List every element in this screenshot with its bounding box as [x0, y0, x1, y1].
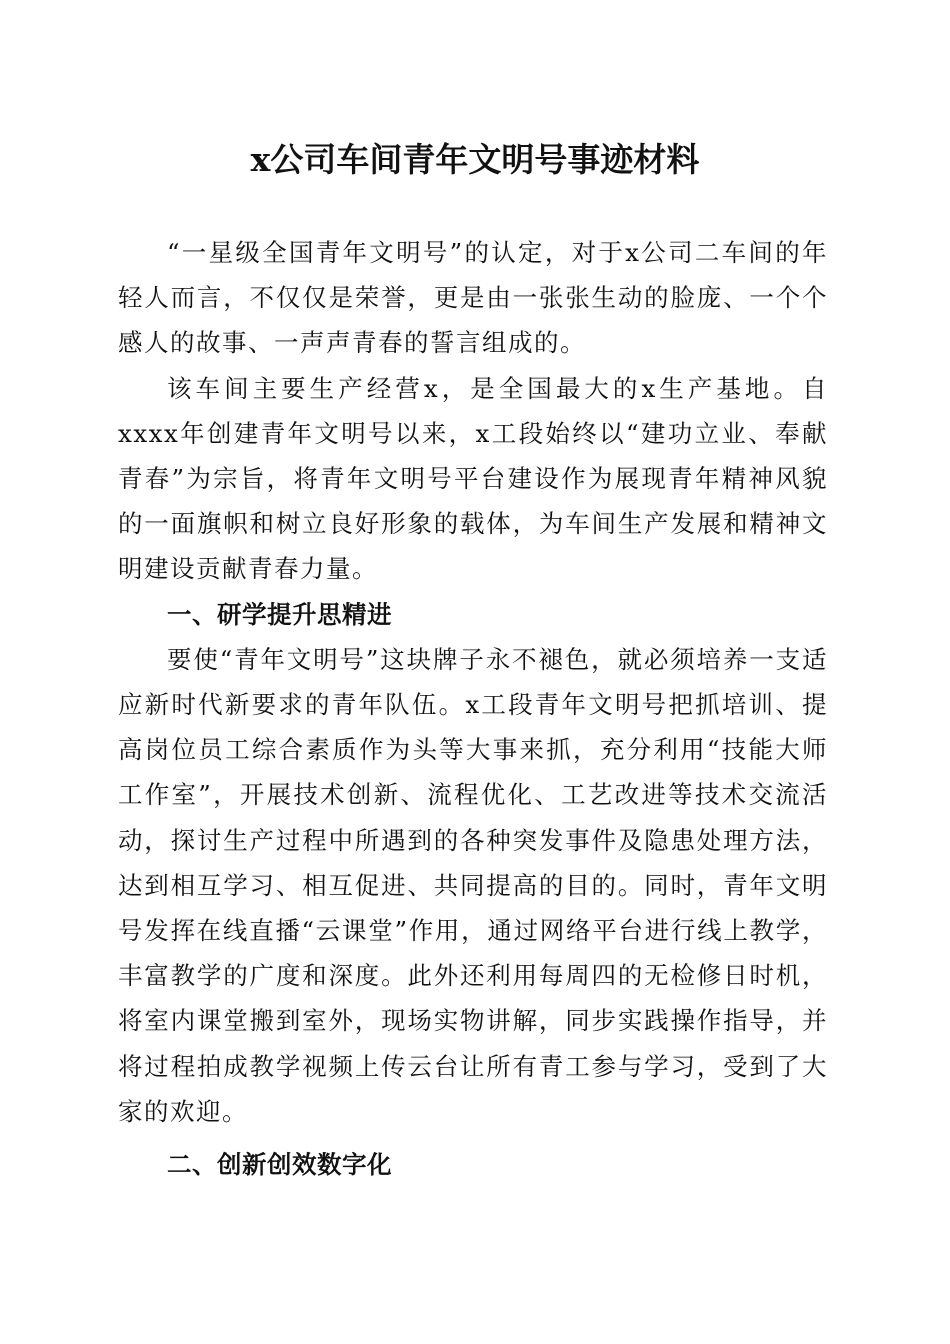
document-body: [118, 230, 828, 1187]
intro-paragraph-2: 该车间主要生产经营x，是全国最大的x生产基地。自xxxx年创建青年文明号以来，x工段始终以“建功立业、奉献青春”为宗旨，将青年文明号平台建设作为展现青年精神风貌的一面旗帜和树立良好形象的载体，为车间生产发展和精神文明建设贡献青春力量。: [118, 373, 828, 584]
intro-paragraph-1: “一星级全国青年文明号”的认定，对于x公司二车间的年轻人而言，不仅仅是荣誉，更是由一张张生动的脸庞、一个个感人的故事、一声声青春的誓言组成的。: [118, 238, 828, 358]
section-heading-2: 二、创新创效数字化: [167, 1150, 392, 1180]
section-1-paragraph: 要使“青年文明号”这块牌子永不褪色，就必须培养一支适应新时代新要求的青年队伍。x工段青年文明号把抓培训、提高岗位员工综合素质作为头等大事来抓，充分利用“技能大师工作室”，开展技术创新、流程优化、工艺改进等技术交流活动，探讨生产过程中所遇到的各种突发事件及隐患处理方法，达到相互学习、相互促进、共同提高的目的。同时，青年文明号发挥在线直播“云课堂”作用，通过网络平台进行线上教学，丰富教学的广度和深度。此外还利用每周四的无检修日时机，将室内课堂搬到室外，现场实物讲解，同步实践操作指导，并将过程拍成教学视频上传云台让所有青工参与学习，受到了大家的欢迎。: [118, 644, 828, 1126]
section-heading-1: 一、研学提升思精进: [167, 599, 392, 629]
document-title: x公司车间青年文明号事迹材料: [250, 140, 700, 179]
